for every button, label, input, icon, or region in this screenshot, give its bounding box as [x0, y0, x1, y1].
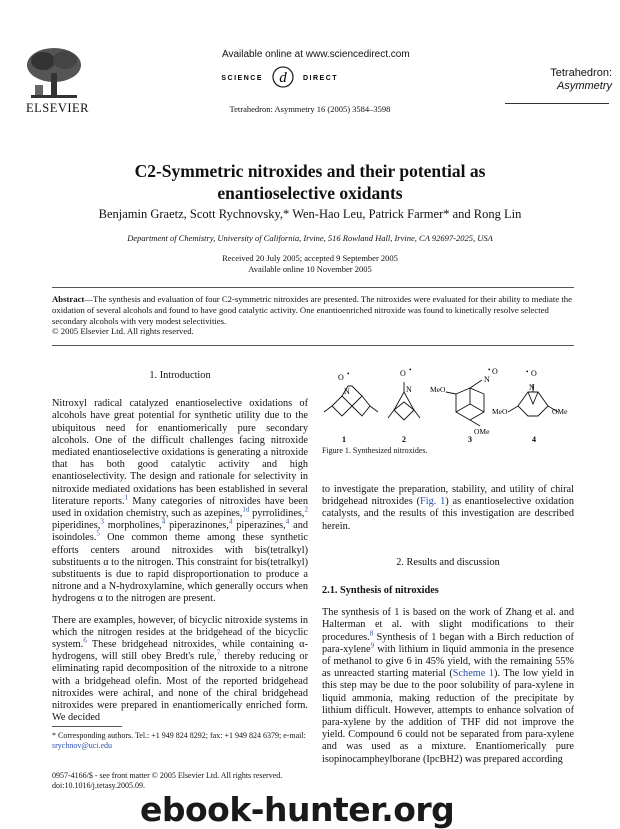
article-dates — [0, 253, 620, 275]
ref-link[interactable]: 2 — [304, 505, 308, 514]
fig-atom-label: N — [529, 383, 535, 392]
ref-link[interactable]: 9 — [370, 641, 375, 650]
journal-name-line2: Asymmetry — [557, 80, 612, 92]
fig-atom-label: O — [338, 373, 344, 382]
left-column — [52, 370, 308, 733]
citation-line: Tetrahedron: Asymmetry 16 (2005) 3584–3598 — [229, 104, 391, 114]
ref-link[interactable]: 8 — [369, 629, 374, 638]
intro-paragraph-2: There are examples, however, of bicyclic nitroxide systems in which the nitrogen resides at the bridgehead of the bicyclic system.$^6$ These bridgehead nitroxides, while containing α-hydrogens, will still obey Bredt's rule,$^7$ thereby reducing or eliminating rapid decomposition of the nitroxide to a nitrone with a bridgehead olefin. Most of the reported bridgehead nitroxides were achiral, and none of the chiral bridgehead nitroxides were prepared in enantiomerically enriched form. We decided — [52, 614, 309, 724]
watermark: ebook-hunter.org — [140, 790, 455, 829]
footnote-rule — [52, 726, 122, 727]
abstract-rule-bottom — [52, 345, 574, 346]
svg-text:•: • — [526, 368, 529, 376]
title-line2: enantioselective oxidants — [217, 183, 403, 203]
ref-link[interactable]: 1d — [242, 505, 250, 514]
title-line1: C2-Symmetric nitroxides and their potential as — [134, 161, 486, 181]
sciencedirect-logo[interactable] — [203, 65, 373, 89]
synthesis-paragraph: The synthesis of 1 is based on the work of Zhang et al. and Halterman et al. with slight modifications to their procedures.$^8$ Synthesis of 1 began with a Birch reduction of para-xylene$^9$ with lithium in liquid ammonia in the presence of methanol to give 6 in 45% yield, with the remaining 55% as unreacted starting material (Scheme 1). The low yield in this step may be due to the poor solubility of para-xylene in liquid ammonia, making reduction of the precipitate by lithium difficult. However, attempts to enhance solvation of para-xylene by the addition of THF did not improve the yield. Compound 6 could not be separated from para-xylene and was used as a mixture. Enantiomerically pure isopinocampheylborane (IpcBH2) was prepared according — [322, 607, 575, 765]
section-heading-introduction: 1. Introduction — [149, 370, 211, 381]
fig-atom-label: O — [400, 369, 406, 378]
compound-label: 3 — [468, 435, 472, 444]
svg-text:•: • — [347, 370, 350, 378]
affiliation: Department of Chemistry, University of California, Irvine, 516 Rowland Hall, Irvine, CA 92697-2025, USA — [127, 233, 493, 243]
abstract-copyright: © 2005 Elsevier Ltd. All rights reserved. — [52, 326, 194, 337]
fig-atom-label: N — [344, 387, 350, 396]
fig-meo-label: MeO — [492, 407, 508, 416]
ref-link[interactable]: 6 — [83, 636, 87, 645]
ref-link[interactable]: 5 — [96, 530, 100, 539]
ref-link[interactable]: 7 — [216, 648, 221, 657]
right-column — [322, 484, 574, 775]
publisher-wordmark: ELSEVIER — [26, 101, 90, 115]
fig-atom-label: N — [406, 385, 412, 394]
figure-1-structures — [322, 362, 574, 444]
svg-text:d: d — [279, 70, 287, 86]
figure-link[interactable]: Fig. 1 — [420, 496, 446, 508]
article-title — [0, 160, 620, 204]
svg-text:•: • — [409, 366, 412, 374]
ref-link[interactable]: 4 — [161, 517, 166, 526]
elsevier-tree-logo — [23, 45, 85, 101]
abstract-rule-top — [52, 287, 574, 288]
journal-name — [512, 67, 612, 93]
fig-atom-label: O — [492, 367, 498, 376]
logo-direct-text: DIRECT — [303, 75, 339, 82]
abstract-text: —The synthesis and evaluation of four C2-symmetric nitroxides are presented. The nitroxides were evaluated for their ability to mediate the oxidation of several alcohols and found to have good catalytic activity. One enantioenriched nitroxide was found to kinetically resolve selected secondary alcohols with very modest selectivities. — [52, 294, 572, 326]
ref-link[interactable]: 4 — [228, 517, 233, 526]
ref-link[interactable]: 4 — [285, 517, 290, 526]
fig-ome-label: OMe — [552, 407, 568, 416]
doi-line[interactable]: doi:10.1016/j.tetasy.2005.09. — [52, 781, 146, 790]
logo-science-text: SCIENCE — [221, 75, 263, 82]
figure-caption: Figure 1. Synthesized nitroxides. — [322, 446, 428, 455]
abstract — [52, 294, 574, 337]
available-date: Available online 10 November 2005 — [248, 264, 372, 274]
issn-line: 0957-4166/$ - see front matter © 2005 Elsevier Ltd. All rights reserved. — [52, 771, 283, 780]
intro-paragraph-3: to investigate the preparation, stability, and utility of chiral bridgehead nitroxides (Fig. 1) as enantioselective oxidation catalysts, and the results of this investigation are described herein. — [322, 484, 574, 532]
footnote: * Corresponding authors. Tel.: +1 949 824 8292; fax: +1 949 824 6379; e-mail: srychnov@uci.edu — [52, 731, 306, 750]
subsection-heading-synthesis: 2.1. Synthesis of nitroxides — [322, 585, 439, 597]
received-date: Received 20 July 2005; accepted 9 September 2005 — [222, 253, 398, 263]
author-list: Benjamin Graetz, Scott Rychnovsky,* Wen-Hao Leu, Patrick Farmer* and Rong Lin — [98, 207, 522, 221]
svg-text:•: • — [488, 366, 491, 374]
compound-label: 2 — [402, 435, 406, 444]
issn-doi — [52, 771, 308, 791]
journal-name-line1: Tetrahedron: — [550, 67, 612, 79]
section-heading-results: 2. Results and discussion — [396, 556, 500, 568]
fig-ome-label: OMe — [474, 427, 490, 436]
scheme-link[interactable]: Scheme 1 — [452, 668, 495, 680]
abstract-label: Abstract — [52, 294, 85, 304]
fig-meo-label: MeO — [430, 385, 446, 394]
ref-link[interactable]: 3 — [100, 517, 104, 526]
ref-link[interactable]: 1 — [124, 493, 129, 502]
compound-label: 1 — [342, 435, 346, 444]
intro-paragraph-1: Nitroxyl radical catalyzed enantioselective oxidations of alcohols have great potential for synthetic utility due to the ubiquitous need for enantiomerically pure secondary alcohols. One of the difficult challenges facing nitroxide mediated enantioselective oxidations is generating a nitroxide that has both good catalytic activity and high enantioselectivity. The design and rationale for selectivity in nitroxide mediated oxidations has been established in several literature reports.$^1$ Many categories of nitroxides have been used in oxidation chemistry, such as azepines,$^{1d}$ pyrrolidines,$^2$ piperidines,$^3$ morpholines,$^4$ piperazinones,$^4$ piperazines,$^4$ and isoindoles.$^5$ One common theme among these synthetic efforts centers around nitroxides with bis(tetralkyl) substituents α to the nitrogen. This constraint for bis(tetralkyl) substituents is due to rapid disproportionation to produce a nitrone and a N-hydroxylamine, which generally occurs when hydrogens α to the nitrogen are present. — [52, 398, 309, 605]
available-online-text[interactable]: Available online at www.sciencedirect.com — [222, 49, 410, 60]
fig-atom-label: O — [531, 369, 537, 378]
fig-atom-label: N — [484, 375, 490, 384]
compound-label: 4 — [532, 435, 536, 444]
email-link[interactable]: srychnov@uci.edu — [52, 741, 113, 750]
